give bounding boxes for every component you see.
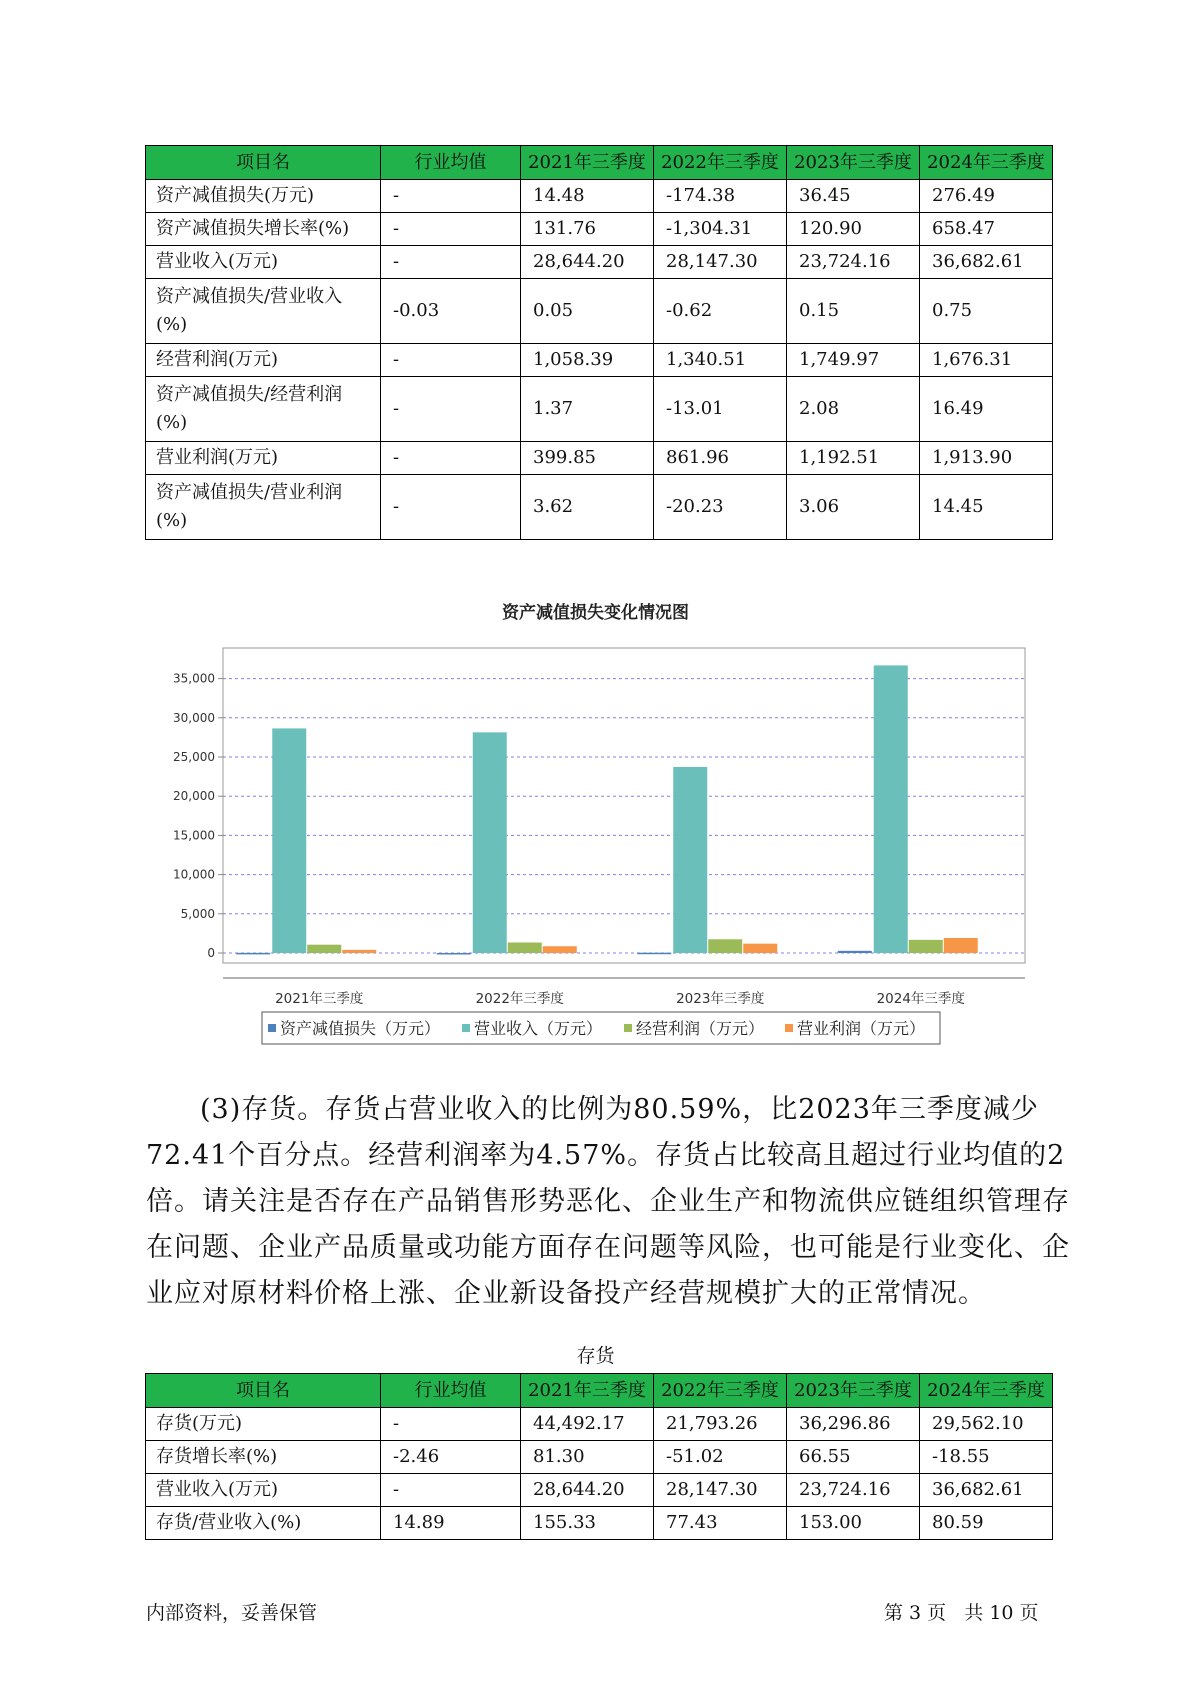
- table-row: [146, 1408, 1053, 1441]
- header-item-name: 项目名: [146, 1374, 381, 1408]
- value-cell: 0.75: [920, 279, 1053, 344]
- value-cell: 81.30: [521, 1441, 654, 1474]
- bar-3-0: [342, 950, 376, 953]
- value-cell: 3.06: [787, 475, 920, 540]
- header-2023q3: 2023年三季度: [787, 146, 920, 180]
- row-name-cell: 营业利润(万元): [146, 442, 381, 475]
- value-cell: -: [381, 1474, 521, 1507]
- value-cell: 276.49: [920, 180, 1053, 213]
- value-cell: 0.15: [787, 279, 920, 344]
- y-tick-label: 15,000: [173, 828, 215, 843]
- bar-0-1: [437, 953, 471, 955]
- value-cell: -20.23: [654, 475, 787, 540]
- row-name-cell: 资产减值损失增长率(%): [146, 213, 381, 246]
- value-cell: 0.05: [521, 279, 654, 344]
- y-tick-label: 20,000: [173, 789, 215, 804]
- value-cell: -13.01: [654, 377, 787, 442]
- value-cell: -: [381, 475, 521, 540]
- x-tick-label: 2024年三季度: [876, 991, 965, 1007]
- header-2022q3: 2022年三季度: [654, 1374, 787, 1408]
- value-cell: -18.55: [920, 1441, 1053, 1474]
- value-cell: 28,644.20: [521, 1474, 654, 1507]
- row-name-cell: 资产减值损失/营业利润(%): [146, 475, 381, 540]
- x-tick-label: 2022年三季度: [475, 991, 564, 1007]
- value-cell: 1.37: [521, 377, 654, 442]
- inventory-paragraph: [146, 1087, 1076, 1317]
- value-cell: 120.90: [787, 213, 920, 246]
- y-tick-label: 35,000: [173, 671, 215, 686]
- row-name-cell: 资产减值损失(万元): [146, 180, 381, 213]
- table-row: [146, 1441, 1053, 1474]
- legend-swatch: [268, 1024, 276, 1032]
- value-cell: -: [381, 246, 521, 279]
- value-cell: 36.45: [787, 180, 920, 213]
- y-tick-label: 25,000: [173, 750, 215, 764]
- legend-swatch: [462, 1024, 470, 1032]
- bar-0-2: [637, 953, 671, 955]
- header-item-name: 项目名: [146, 146, 381, 180]
- value-cell: 23,724.16: [787, 1474, 920, 1507]
- bar-3-2: [743, 944, 777, 953]
- value-cell: 28,644.20: [521, 246, 654, 279]
- bar-0-3: [838, 951, 872, 953]
- bar-1-1: [473, 732, 507, 953]
- row-name-cell: 资产减值损失/营业收入(%): [146, 279, 381, 344]
- value-cell: 44,492.17: [521, 1408, 654, 1441]
- legend-swatch: [624, 1024, 632, 1032]
- header-2021q3: 2021年三季度: [521, 146, 654, 180]
- value-cell: 658.47: [920, 213, 1053, 246]
- value-cell: 21,793.26: [654, 1408, 787, 1441]
- footer-confidential: 内部资料，妥善保管: [146, 1602, 318, 1624]
- value-cell: 14.45: [920, 475, 1053, 540]
- value-cell: 16.49: [920, 377, 1053, 442]
- header-2022q3: 2022年三季度: [654, 146, 787, 180]
- bar-3-3: [944, 938, 978, 953]
- inventory-table: [145, 1373, 1053, 1540]
- header-2024q3: 2024年三季度: [920, 146, 1053, 180]
- row-name-cell: 资产减值损失/经营利润(%): [146, 377, 381, 442]
- bar-0-0: [236, 953, 270, 955]
- header-industry-avg: 行业均值: [381, 1374, 521, 1408]
- value-cell: 28,147.30: [654, 1474, 787, 1507]
- row-name-cell: 存货增长率(%): [146, 1441, 381, 1474]
- value-cell: 36,296.86: [787, 1408, 920, 1441]
- value-cell: 861.96: [654, 442, 787, 475]
- value-cell: 2.08: [787, 377, 920, 442]
- x-tick-label: 2023年三季度: [676, 991, 765, 1007]
- footer-page-number: 第 3 页 共 10 页: [884, 1602, 1039, 1624]
- bar-1-3: [874, 665, 908, 953]
- value-cell: 36,682.61: [920, 1474, 1053, 1507]
- value-cell: -2.46: [381, 1441, 521, 1474]
- legend-label: 资产减值损失（万元）: [280, 1019, 441, 1038]
- bar-2-1: [508, 942, 542, 953]
- value-cell: 77.43: [654, 1507, 787, 1540]
- bar-1-2: [673, 767, 707, 953]
- paragraph-text: (3)存货。存货占营业收入的比例为80.59%，比2023年三季度减少72.41个百分点。经营利润率为4.57%。存货占比较高且超过行业均值的2倍。请关注是否存在产品销售形势恶化、企业生产和物流供应链组织管理存在问题、企业产品质量或功能方面存在问题等风险，也可能是行业变化、企业应对原材料价格上涨、企业新设备投产经营规模扩大的正常情况。: [146, 1094, 1070, 1309]
- header-2024q3: 2024年三季度: [920, 1374, 1053, 1408]
- legend-label: 营业收入（万元）: [474, 1019, 603, 1038]
- value-cell: -: [381, 442, 521, 475]
- value-cell: 399.85: [521, 442, 654, 475]
- table-header-row: [146, 1374, 1053, 1408]
- value-cell: 28,147.30: [654, 246, 787, 279]
- value-cell: -51.02: [654, 1441, 787, 1474]
- y-tick-label: 5,000: [180, 906, 215, 921]
- bar-3-1: [543, 946, 577, 953]
- row-name-cell: 经营利润(万元): [146, 344, 381, 377]
- legend-swatch: [785, 1024, 793, 1032]
- y-tick-label: 30,000: [173, 710, 215, 725]
- value-cell: 131.76: [521, 213, 654, 246]
- value-cell: 23,724.16: [787, 246, 920, 279]
- value-cell: -174.38: [654, 180, 787, 213]
- value-cell: 80.59: [920, 1507, 1053, 1540]
- bar-2-2: [708, 939, 742, 953]
- x-tick-label: 2021年三季度: [275, 991, 364, 1007]
- value-cell: -1,304.31: [654, 213, 787, 246]
- value-cell: 29,562.10: [920, 1408, 1053, 1441]
- value-cell: -: [381, 1408, 521, 1441]
- bar-2-0: [307, 945, 341, 953]
- value-cell: 14.89: [381, 1507, 521, 1540]
- inventory-table-caption: 存货: [576, 1345, 615, 1367]
- value-cell: 66.55: [787, 1441, 920, 1474]
- value-cell: 1,340.51: [654, 344, 787, 377]
- value-cell: 1,676.31: [920, 344, 1053, 377]
- row-name-cell: 营业收入(万元): [146, 246, 381, 279]
- value-cell: 3.62: [521, 475, 654, 540]
- y-tick-label: 0: [207, 946, 215, 960]
- header-2021q3: 2021年三季度: [521, 1374, 654, 1408]
- value-cell: 1,192.51: [787, 442, 920, 475]
- value-cell: -0.62: [654, 279, 787, 344]
- header-2023q3: 2023年三季度: [787, 1374, 920, 1408]
- value-cell: 1,749.97: [787, 344, 920, 377]
- chart-title: 资产减值损失变化情况图: [502, 603, 689, 623]
- row-name-cell: 营业收入(万元): [146, 1474, 381, 1507]
- row-name-cell: 存货/营业收入(%): [146, 1507, 381, 1540]
- legend-label: 经营利润（万元）: [636, 1019, 765, 1038]
- value-cell: 36,682.61: [920, 246, 1053, 279]
- value-cell: -: [381, 377, 521, 442]
- row-name-cell: 存货(万元): [146, 1408, 381, 1441]
- value-cell: 153.00: [787, 1507, 920, 1540]
- value-cell: -: [381, 180, 521, 213]
- value-cell: -: [381, 213, 521, 246]
- value-cell: 155.33: [521, 1507, 654, 1540]
- value-cell: 14.48: [521, 180, 654, 213]
- table-row: [146, 1507, 1053, 1540]
- header-industry-avg: 行业均值: [381, 146, 521, 180]
- value-cell: 1,058.39: [521, 344, 654, 377]
- value-cell: -: [381, 344, 521, 377]
- bar-1-0: [272, 728, 306, 953]
- value-cell: 1,913.90: [920, 442, 1053, 475]
- legend-label: 营业利润（万元）: [797, 1019, 926, 1038]
- bar-2-3: [909, 940, 943, 953]
- table-row: [146, 1474, 1053, 1507]
- y-tick-label: 10,000: [173, 867, 215, 882]
- value-cell: -0.03: [381, 279, 521, 344]
